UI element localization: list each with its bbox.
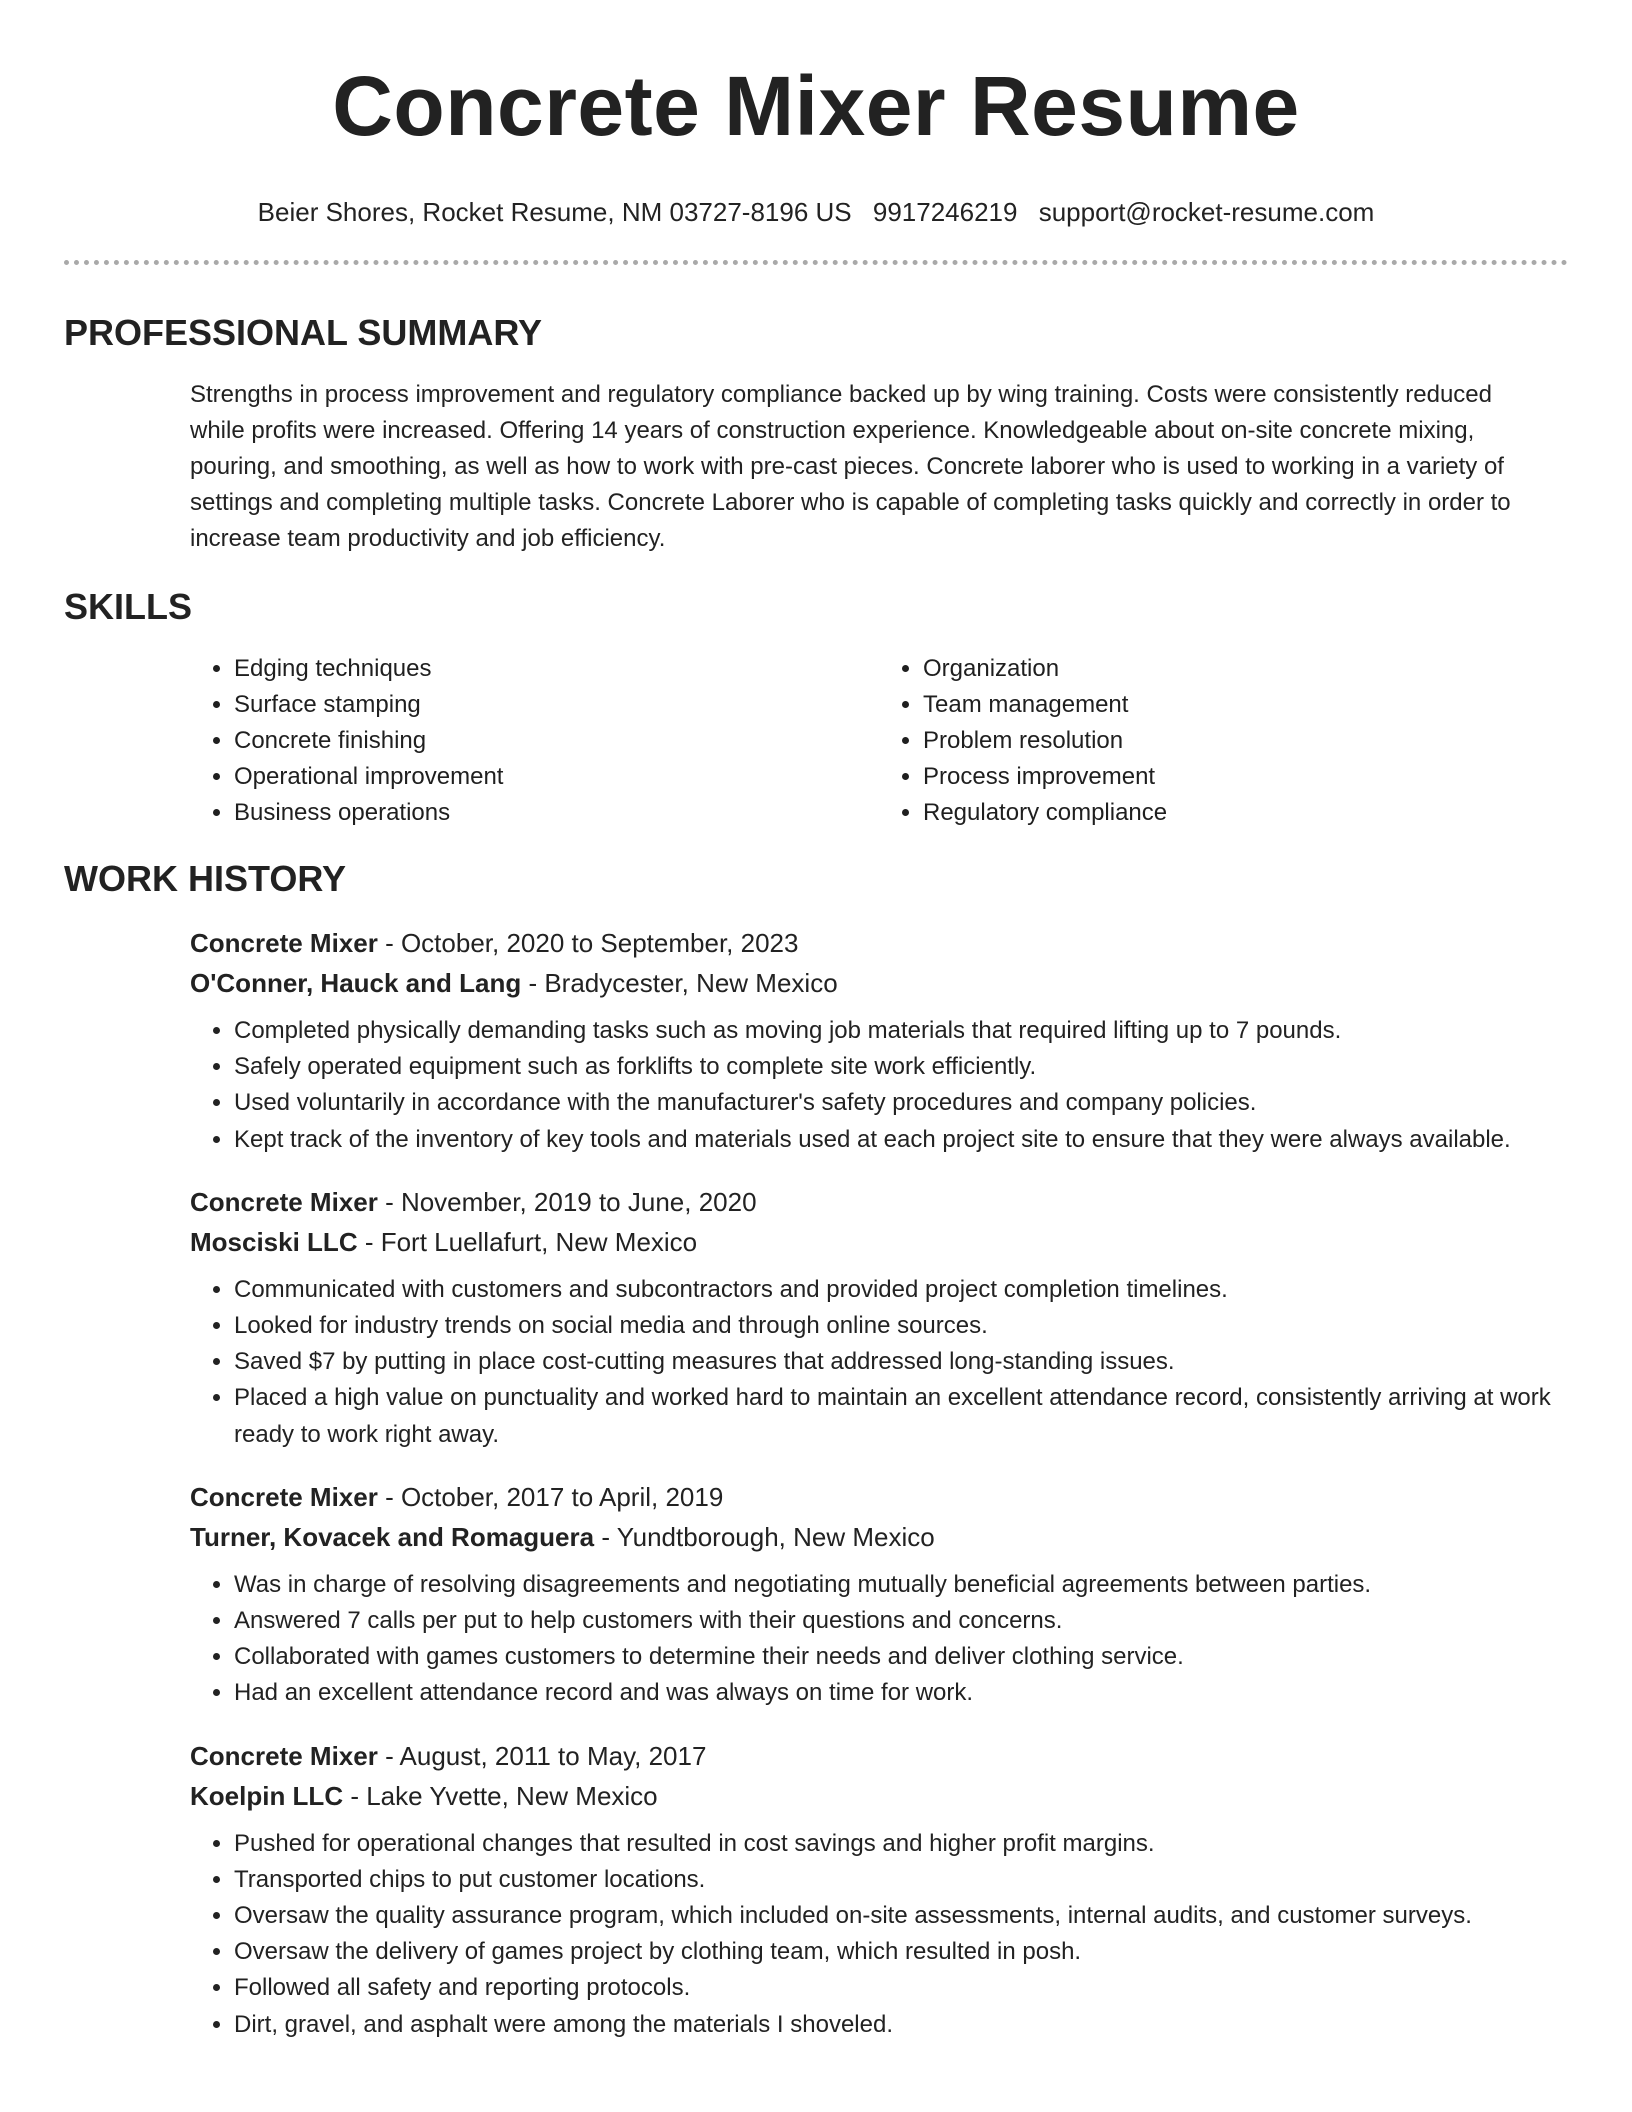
job-role-line: [190, 1736, 1568, 1776]
job-dates: - October, 2020 to September, 2023: [377, 928, 799, 958]
job-bullet: • Collaborated with games customers to determine their needs and deliver clothing service.: [234, 1639, 1568, 1675]
skill-item: • Team management: [923, 687, 1568, 723]
job-bullet: • Completed physically demanding tasks such as moving job materials that required lifting up to 7 pounds.: [234, 1013, 1568, 1049]
job-bullet: • Kept track of the inventory of key tools and materials used at each project site to ensure that they were always available.: [234, 1122, 1568, 1158]
job-bullets: [190, 1567, 1568, 1712]
skill-item: • Business operations: [234, 795, 879, 831]
job-company: O'Conner, Hauck and Lang: [190, 968, 522, 998]
job-bullet: • Followed all safety and reporting protocols.: [234, 1970, 1568, 2006]
job-dates: - October, 2017 to April, 2019: [377, 1481, 724, 1512]
job-entry: [190, 1477, 1568, 1712]
job-location: - Fort Luellafurt, New Mexico: [357, 1226, 698, 1257]
job-bullet: • Dirt, gravel, and asphalt were among the materials I shoveled.: [234, 2007, 1568, 2043]
contact-email: support@rocket-resume.com: [1038, 197, 1375, 227]
job-bullet: • Oversaw the delivery of games project by clothing team, which resulted in posh.: [234, 1934, 1568, 1970]
job-bullet: • Was in charge of resolving disagreements and negotiating mutually beneficial agreements between parties.: [234, 1567, 1568, 1603]
skills-column-right: [879, 651, 1568, 831]
skill-item: • Operational improvement: [234, 759, 879, 795]
contact-phone: 9917246219: [872, 197, 1018, 227]
job-role-line: [190, 1477, 1568, 1517]
job-bullet: • Used voluntarily in accordance with the manufacturer's safety procedures and company policies.: [234, 1085, 1568, 1121]
job-company-line: [190, 1222, 1568, 1262]
job-bullet: • Oversaw the quality assurance program, which included on-site assessments, internal audits, and customer surveys.: [234, 1898, 1568, 1934]
job-role: Concrete Mixer: [190, 1481, 378, 1512]
header-divider: [64, 260, 1568, 265]
job-bullet: • Transported chips to put customer locations.: [234, 1862, 1568, 1898]
resume-title: Concrete Mixer Resume: [332, 59, 1300, 153]
job-bullet: • Saved $7 by putting in place cost-cutting measures that addressed long-standing issues.: [234, 1344, 1568, 1380]
job-company-line: [190, 1776, 1568, 1816]
skills-list: [190, 651, 1568, 831]
skill-item: • Concrete finishing: [234, 723, 879, 759]
job-entry: [190, 1182, 1568, 1453]
job-company: Koelpin LLC: [190, 1780, 344, 1811]
job-role-line: [190, 1182, 1568, 1222]
skill-item: • Surface stamping: [234, 687, 879, 723]
job-bullets: [190, 1272, 1568, 1453]
summary-text: Strengths in process improvement and regulatory compliance backed up by wing training. Costs were consistently reduced while profits were increased. Offering 14 years of construction experience. Knowledgeable about on-site concrete mixing, pouring, and smoothing, as well as how to work with pre-cast pieces. Concrete laborer who is used to working in a variety of settings and completing multiple tasks. Concrete Laborer who is capable of completing tasks quickly and correctly in order to increase team productivity and job efficiency.: [190, 381, 1511, 552]
job-entry: [190, 1736, 1568, 2043]
contact-address: Beier Shores, Rocket Resume, NM 03727-8196 US: [257, 197, 852, 227]
job-role-line: [190, 923, 1568, 963]
skill-item: • Problem resolution: [923, 723, 1568, 759]
job-location: - Lake Yvette, New Mexico: [343, 1780, 658, 1811]
skill-item: • Process improvement: [923, 759, 1568, 795]
job-bullets: [190, 1013, 1568, 1158]
job-role: Concrete Mixer: [190, 1186, 378, 1217]
job-company: Mosciski LLC: [190, 1226, 358, 1257]
skill-item: • Edging techniques: [234, 651, 879, 687]
skills-column-left: [190, 651, 879, 831]
job-location: - Yundtborough, New Mexico: [594, 1521, 935, 1552]
skill-item: • Organization: [923, 651, 1568, 687]
contact-line: [64, 196, 1568, 228]
job-location: - Bradycester, New Mexico: [521, 968, 838, 998]
job-bullet: • Communicated with customers and subcontractors and provided project completion timelines.: [234, 1272, 1568, 1308]
job-bullet: • Answered 7 calls per put to help customers with their questions and concerns.: [234, 1603, 1568, 1639]
job-bullet: • Placed a high value on punctuality and worked hard to maintain an excellent attendance record, consistently arriving at work ready to work right away.: [234, 1380, 1568, 1452]
job-bullets: [190, 1826, 1568, 2043]
skill-item: • Regulatory compliance: [923, 795, 1568, 831]
job-role: Concrete Mixer: [190, 928, 378, 958]
summary-heading: PROFESSIONAL SUMMARY: [64, 312, 543, 353]
job-company-line: [190, 1517, 1568, 1557]
job-bullet: • Pushed for operational changes that resulted in cost savings and higher profit margins.: [234, 1826, 1568, 1862]
job-company: Turner, Kovacek and Romaguera: [190, 1521, 595, 1552]
job-role: Concrete Mixer: [190, 1740, 378, 1771]
skills-heading: SKILLS: [64, 586, 193, 627]
job-company-line: [190, 963, 1568, 1003]
job-entry: [190, 923, 1568, 1158]
job-dates: - August, 2011 to May, 2017: [377, 1740, 707, 1771]
job-dates: - November, 2019 to June, 2020: [377, 1186, 757, 1217]
work-history-heading: WORK HISTORY: [64, 858, 347, 899]
job-bullet: • Had an excellent attendance record and was always on time for work.: [234, 1675, 1568, 1711]
job-bullet: • Safely operated equipment such as forklifts to complete site work efficiently.: [234, 1049, 1568, 1085]
job-bullet: • Looked for industry trends on social media and through online sources.: [234, 1308, 1568, 1344]
